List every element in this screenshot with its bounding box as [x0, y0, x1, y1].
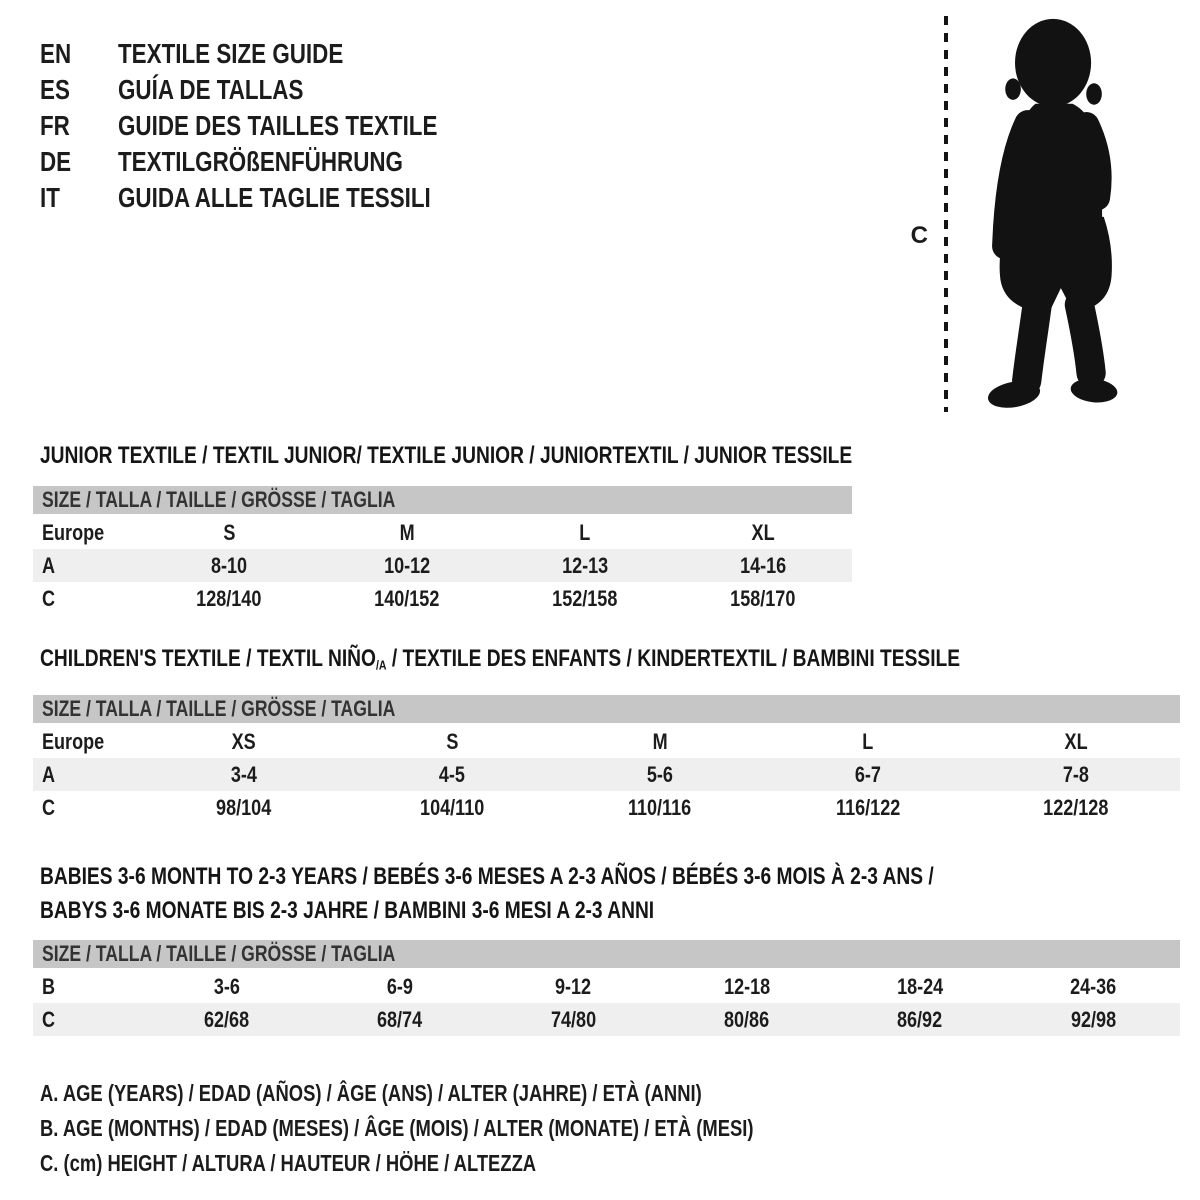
- nino-a-subscript: /A: [375, 657, 387, 673]
- guide-title: TEXTILGRÖßENFÜHRUNG: [118, 146, 403, 177]
- size-cell: S: [222, 519, 236, 545]
- size-cell: XL: [751, 519, 775, 545]
- height-cell: 98/104: [216, 794, 272, 820]
- language-code: EN: [40, 38, 72, 69]
- size-cell: M: [399, 519, 415, 545]
- language-row: [40, 36, 517, 72]
- height-cell: 104/110: [419, 794, 485, 820]
- children-section-heading: [40, 645, 1200, 679]
- guide-title: GUIDA ALLE TAGLIE TESSILI: [118, 182, 431, 213]
- height-cell: 110/116: [628, 794, 692, 820]
- height-cell: 74/80: [550, 1006, 596, 1032]
- height-cell: 62/68: [204, 1006, 250, 1032]
- table-row-europe: [33, 516, 852, 549]
- language-row: [40, 180, 517, 216]
- guide-title: GUÍA DE TALLAS: [118, 74, 304, 105]
- height-cell: 122/128: [1043, 794, 1109, 820]
- height-cell: 92/98: [1070, 1006, 1116, 1032]
- table-row-height: [33, 1003, 1180, 1036]
- size-header-label: SIZE / TALLA / TAILLE / GRÖSSE / TAGLIA: [42, 941, 396, 967]
- size-cell: S: [445, 728, 459, 754]
- size-header-bar: [33, 940, 1180, 970]
- legend-line-b: B. AGE (MONTHS) / EDAD (MESES) / ÂGE (MOIS) / ALTER (MONATE) / ETÀ (MESI): [40, 1115, 754, 1142]
- table-row-age: [33, 758, 1180, 791]
- size-cell: M: [652, 728, 668, 754]
- row-label: C: [42, 585, 56, 611]
- guide-title: GUIDE DES TAILLES TEXTILE: [118, 110, 438, 141]
- age-cell: 4-5: [438, 761, 466, 787]
- language-code: FR: [40, 110, 70, 141]
- age-cell: 12-13: [561, 552, 609, 578]
- row-label: A: [42, 761, 56, 787]
- legend-line-a: A. AGE (YEARS) / EDAD (AÑOS) / ÂGE (ANS) / ALTER (JAHRE) / ETÀ (ANNI): [40, 1080, 702, 1107]
- size-header-bar: [33, 695, 1180, 725]
- height-cell: 152/158: [552, 585, 618, 611]
- language-code: ES: [40, 74, 70, 105]
- language-row: [40, 72, 517, 108]
- height-cell: 140/152: [374, 585, 440, 611]
- height-cell: 128/140: [196, 585, 262, 611]
- size-cell: L: [862, 728, 874, 754]
- size-header-label: SIZE / TALLA / TAILLE / GRÖSSE / TAGLIA: [42, 696, 396, 722]
- height-measure-figure: [911, 0, 1144, 418]
- height-cell: 80/86: [724, 1006, 770, 1032]
- age-cell: 3-4: [230, 761, 258, 787]
- language-row: [40, 144, 517, 180]
- table-row-age: [33, 549, 852, 582]
- junior-size-table: [33, 486, 852, 615]
- language-title-list: [40, 0, 517, 216]
- height-cell: 86/92: [897, 1006, 943, 1032]
- age-cell: 12-18: [723, 973, 770, 999]
- junior-heading-text: JUNIOR TEXTILE / TEXTIL JUNIOR/ TEXTILE JUNIOR / JUNIORTEXTIL / JUNIOR TESSILE: [40, 442, 853, 469]
- guide-title: TEXTILE SIZE GUIDE: [118, 38, 344, 69]
- age-cell: 18-24: [896, 973, 944, 999]
- age-cell: 6-9: [386, 973, 414, 999]
- height-dashed-line: [942, 14, 950, 414]
- age-cell: 14-16: [739, 552, 787, 578]
- row-label: C: [42, 1006, 56, 1032]
- age-cell: 5-6: [646, 761, 674, 787]
- babies-size-table: [33, 940, 1180, 1036]
- toddler-silhouette-icon: [966, 14, 1144, 414]
- age-cell: 9-12: [555, 973, 592, 999]
- junior-section-heading: [40, 442, 1200, 470]
- table-row-europe: [33, 725, 1180, 758]
- language-code: IT: [40, 182, 60, 213]
- height-measure-label: C: [910, 222, 928, 249]
- age-cell: 3-6: [213, 973, 240, 999]
- language-row: [40, 108, 517, 144]
- table-row-height: [33, 582, 852, 615]
- height-cell: 116/122: [835, 794, 901, 820]
- legend-line-c: C. (cm) HEIGHT / ALTURA / HAUTEUR / HÖHE / ALTEZZA: [40, 1150, 537, 1177]
- size-cell: XS: [231, 728, 257, 754]
- height-cell: 68/74: [377, 1006, 423, 1032]
- babies-heading-line1: BABIES 3-6 MONTH TO 2-3 YEARS / BEBÉS 3-6 MESES A 2-3 AÑOS / BÉBÉS 3-6 MOIS À 2-3 ANS /: [40, 863, 934, 891]
- age-cell: 6-7: [854, 761, 882, 787]
- children-heading-text: CHILDREN'S TEXTILE / TEXTIL $NIÑO_{/A}$ / TEXTILE DES ENFANTS / KINDERTEXTIL / BAMBINI TESSILE: [40, 645, 961, 673]
- size-header-bar: [33, 486, 852, 516]
- row-label: Europe: [42, 519, 105, 545]
- row-label: Europe: [42, 728, 105, 754]
- children-size-table: [33, 695, 1180, 824]
- header-area: [40, 0, 1200, 434]
- age-cell: 8-10: [210, 552, 248, 578]
- row-label: C: [42, 794, 56, 820]
- age-cell: 7-8: [1062, 761, 1090, 787]
- size-cell: XL: [1064, 728, 1088, 754]
- size-header-label: SIZE / TALLA / TAILLE / GRÖSSE / TAGLIA: [42, 487, 396, 512]
- height-cell: 158/170: [730, 585, 796, 611]
- age-cell: 24-36: [1070, 973, 1117, 999]
- babies-heading-line2: BABYS 3-6 MONATE BIS 2-3 JAHRE / BAMBINI 3-6 MESI A 2-3 ANNI: [40, 897, 655, 925]
- row-label: B: [42, 973, 56, 999]
- measure-legend: [40, 1076, 1200, 1181]
- size-cell: L: [579, 519, 591, 545]
- table-row-height: [33, 791, 1180, 824]
- table-row-age-months: [33, 970, 1180, 1003]
- babies-section-heading: [40, 860, 1200, 928]
- row-label: A: [42, 552, 56, 578]
- age-cell: 10-12: [383, 552, 431, 578]
- language-code: DE: [40, 146, 72, 177]
